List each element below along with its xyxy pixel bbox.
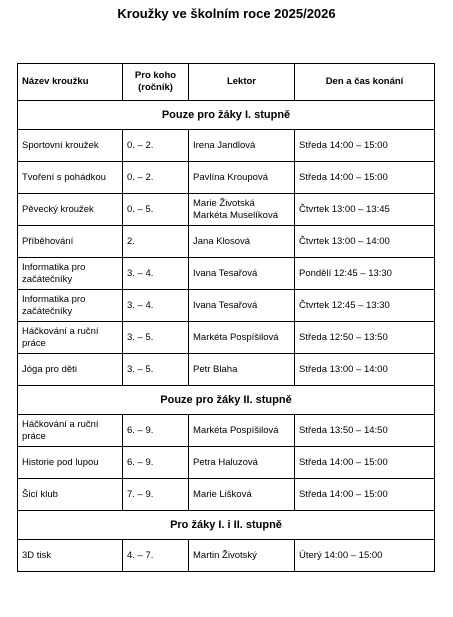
table-row (18, 194, 435, 226)
club-name-cell: Sportovní kroužek (18, 130, 123, 162)
teacher-cell: Irena Jandlová (189, 130, 295, 162)
schedule-cell: Úterý 14:00 – 15:00 (295, 540, 435, 572)
teacher-cell: Markéta Pospíšilová (189, 322, 295, 354)
header-teacher: Lektor (189, 64, 295, 101)
grade-cell: 2. (123, 226, 189, 258)
schedule-cell: Středa 14:00 – 15:00 (295, 447, 435, 479)
schedule-cell: Čtvrtek 13:00 – 14:00 (295, 226, 435, 258)
section-title: Pro žáky I. i II. stupně (18, 511, 435, 540)
club-name-cell: 3D tisk (18, 540, 123, 572)
teacher-cell: Ivana Tesařová (189, 258, 295, 290)
table-header-row (18, 64, 435, 101)
table-row (18, 479, 435, 511)
club-name-cell: Háčkování a ruční práce (18, 322, 123, 354)
table-row (18, 447, 435, 479)
section-title: Pouze pro žáky I. stupně (18, 101, 435, 130)
header-for-whom-line1: Pro koho (134, 70, 177, 81)
grade-cell: 3. – 4. (123, 290, 189, 322)
teacher-cell: Petr Blaha (189, 354, 295, 386)
header-name: Název kroužku (18, 64, 123, 101)
clubs-table (17, 63, 435, 572)
grade-cell: 3. – 4. (123, 258, 189, 290)
section-row (18, 101, 435, 130)
schedule-cell: Středa 14:00 – 15:00 (295, 130, 435, 162)
document-title: Kroužky ve školním roce 2025/2026 (117, 6, 336, 21)
table-row (18, 258, 435, 290)
grade-cell: 3. – 5. (123, 322, 189, 354)
table-row (18, 540, 435, 572)
teacher-cell: Marie Lišková (189, 479, 295, 511)
club-name-cell: Informatika pro začátečníky (18, 290, 123, 322)
teacher-cell: Petra Haluzová (189, 447, 295, 479)
table-row (18, 226, 435, 258)
section-row (18, 511, 435, 540)
club-name-cell: Historie pod lupou (18, 447, 123, 479)
schedule-cell: Středa 12:50 – 13:50 (295, 322, 435, 354)
grade-cell: 3. – 5. (123, 354, 189, 386)
table-row (18, 162, 435, 194)
club-name-cell: Háčkování a ruční práce (18, 415, 123, 447)
club-name-cell: Informatika pro začátečníky (18, 258, 123, 290)
table-row (18, 322, 435, 354)
grade-cell: 6. – 9. (123, 447, 189, 479)
header-time: Den a čas konání (295, 64, 435, 101)
schedule-cell: Středa 14:00 – 15:00 (295, 162, 435, 194)
schedule-cell: Čtvrtek 13:00 – 13:45 (295, 194, 435, 226)
table-body (18, 101, 435, 572)
schedule-cell: Čtvrtek 12:45 – 13:30 (295, 290, 435, 322)
grade-cell: 7. – 9. (123, 479, 189, 511)
club-name-cell: Pěvecký kroužek (18, 194, 123, 226)
teacher-cell: Markéta Pospíšilová (189, 415, 295, 447)
club-name-cell: Šicí klub (18, 479, 123, 511)
table-row (18, 130, 435, 162)
table-row (18, 290, 435, 322)
club-name-cell: Jóga pro děti (18, 354, 123, 386)
table-row (18, 354, 435, 386)
schedule-cell: Středa 13:00 – 14:00 (295, 354, 435, 386)
grade-cell: 0. – 2. (123, 162, 189, 194)
schedule-cell: Středa 13:50 – 14:50 (295, 415, 435, 447)
grade-cell: 6. – 9. (123, 415, 189, 447)
teacher-cell: Jana Klosová (189, 226, 295, 258)
grade-cell: 0. – 5. (123, 194, 189, 226)
section-title: Pouze pro žáky II. stupně (18, 386, 435, 415)
section-row (18, 386, 435, 415)
table-row (18, 415, 435, 447)
header-for-whom (123, 64, 189, 101)
grade-cell: 0. – 2. (123, 130, 189, 162)
teacher-cell: Martin Životský (189, 540, 295, 572)
schedule-cell: Středa 14:00 – 15:00 (295, 479, 435, 511)
teacher-cell: Ivana Tesařová (189, 290, 295, 322)
teacher-cell: Pavlína Kroupová (189, 162, 295, 194)
club-name-cell: Tvoření s pohádkou (18, 162, 123, 194)
schedule-cell: Pondělí 12:45 – 13:30 (295, 258, 435, 290)
header-for-whom-line2: (ročník) (138, 82, 173, 93)
teacher-cell: Marie Životská Markéta Muselíková (189, 194, 295, 226)
club-name-cell: Příběhování (18, 226, 123, 258)
grade-cell: 4. – 7. (123, 540, 189, 572)
